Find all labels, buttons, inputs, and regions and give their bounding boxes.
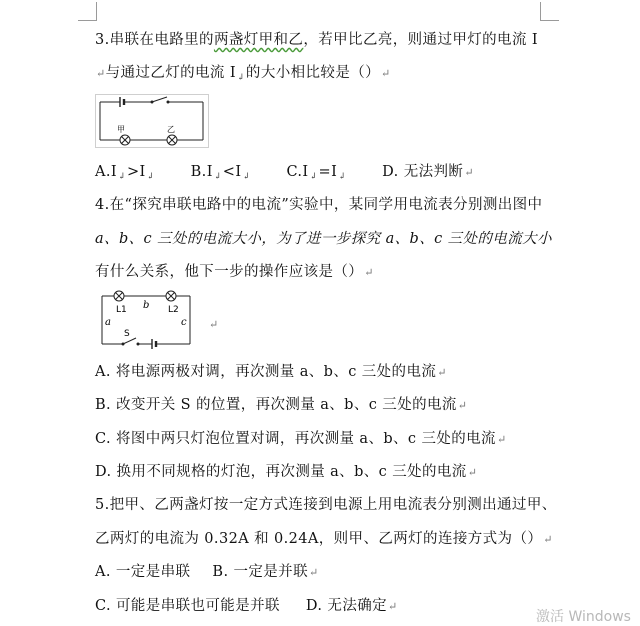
- q4-fig-label-l1: L1: [116, 305, 127, 315]
- q3-fig-label-jia: 甲: [117, 125, 125, 134]
- q4-line1: [95, 196, 542, 214]
- q3-text-underlined: 两盏灯甲和乙: [213, 32, 304, 48]
- q4-text-3: 有什么关系，他下一步的操作应该是（）: [95, 264, 364, 280]
- q5-options-ab: A. 一定是串联 B. 一定是并联↵: [95, 564, 319, 580]
- q4-text-1: 4.在“探究串联电路中的电流”实验中，某同学用电流表分别测出图中: [95, 197, 543, 213]
- q3-line2-text-a: 与通过乙灯的电流 I: [105, 65, 236, 81]
- q3-line2: [95, 64, 391, 87]
- q5-option-b: B. 一定是并联: [212, 564, 308, 580]
- q5-option-d: D. 无法确定: [305, 598, 388, 614]
- activation-watermark: 激活 Windows: [536, 609, 631, 625]
- q5-line2: 乙两灯的电流为 0.32A 和 0.24A，则甲、乙两灯的连接方式为（）↵: [95, 531, 553, 547]
- q4-option-a: A. 将电源两极对调，再次测量 a、b、c 三处的电流↵: [95, 364, 447, 380]
- q3-text-c: ，若甲比乙亮，则通过甲灯的电流 I: [303, 32, 538, 48]
- q4-option-d: D. 换用不同规格的灯泡，再次测量 a、b、c 三处的电流↵: [95, 464, 478, 480]
- q3-option-b: $B.I_↲<I_↲$: [190, 164, 251, 182]
- page-corner-mark-right: [540, 2, 559, 21]
- q3-fig-label-yi: 乙: [167, 125, 175, 134]
- paragraph-mark: ↵: [96, 67, 106, 80]
- q3-option-d: D. 无法判断: [382, 164, 464, 180]
- q3-option-c: $C.I_↲=I_↲$: [286, 164, 347, 182]
- q4-fig-label-b: b: [143, 300, 150, 311]
- q4-line3: [95, 263, 374, 282]
- subscript-mark: ↲: [236, 73, 245, 83]
- paragraph-mark: ↵: [364, 266, 374, 279]
- q5-options-cd: C. 可能是串联也可能是并联 D. 无法确定↵: [95, 598, 398, 614]
- paragraph-mark: ↵: [464, 166, 474, 179]
- q4-figure-mark: ↵: [209, 318, 219, 331]
- q4-line2: [95, 230, 552, 248]
- q4-option-b: B. 改变开关 S 的位置，再次测量 a、b、c 三处的电流↵: [95, 397, 468, 413]
- q3-text-a: 3.串联在电路里的: [95, 32, 214, 48]
- q4-option-c: C. 将图中两只灯泡位置对调，再次测量 a、b、c 三处的电流↵: [95, 431, 507, 447]
- q4-text-2: a、b、c 三处的电流大小，为了进一步探究 a、b、c 三处的电流大小: [95, 231, 552, 247]
- q3-line1: [95, 31, 538, 49]
- q3-line2-text-b: 的大小相比较是（）: [245, 65, 381, 81]
- q5-line1: 5.把甲、乙两盏灯按一定方式连接到电源上用电流表分别测出通过甲、: [95, 497, 557, 513]
- q4-fig-label-s: S: [124, 329, 130, 339]
- q4-circuit-diagram: [96, 288, 206, 350]
- q5-option-c: C. 可能是串联也可能是并联: [95, 598, 280, 614]
- q4-fig-label-a: a: [105, 317, 111, 328]
- q3-option-a: $A.I_↲>I_↲$: [95, 164, 155, 182]
- q3-circuit-diagram: [95, 94, 209, 148]
- q4-fig-label-c: c: [181, 317, 187, 328]
- page-corner-mark-left: [78, 2, 97, 21]
- paragraph-mark: ↵: [381, 67, 391, 80]
- q3-options: [95, 163, 474, 186]
- q5-option-a: A. 一定是串联: [95, 564, 191, 580]
- q4-fig-label-l2: L2: [168, 305, 179, 315]
